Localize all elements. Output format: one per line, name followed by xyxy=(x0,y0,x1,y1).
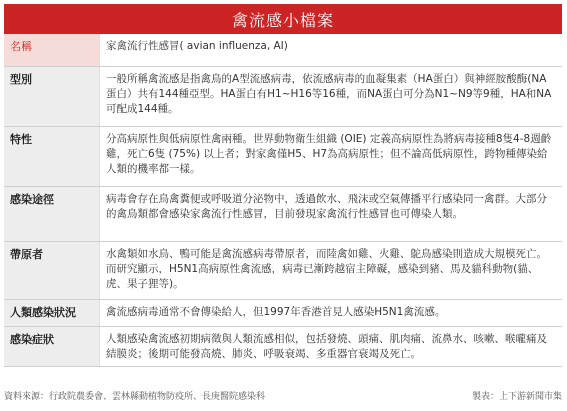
info-card xyxy=(4,4,562,367)
row-label: 帶原者 xyxy=(4,242,100,300)
table-row xyxy=(4,67,562,127)
row-label: 感染症狀 xyxy=(4,327,100,367)
table-row xyxy=(4,127,562,187)
row-content: 病毒會存在鳥禽糞便或呼吸道分泌物中，透過飲水、飛沫或空氣傳播平行感染同一禽群。大部分的禽鳥類都會感染家禽流行性感冒，目前發現家禽流行性感冒也可傳染人類。 xyxy=(100,187,563,242)
source-note: 資料來源：行政院農委會、雲林縣動植物防疫所、長庚醫院感染科 xyxy=(4,392,266,402)
row-label: 特性 xyxy=(4,127,100,187)
row-content: 一般所稱禽流感是指禽鳥的A型流感病毒，依流感病毒的血凝集素（HA蛋白）與神經胺酸酶(NA蛋白）共有144種亞型。HA蛋白有H1~H16等16種，而NA蛋白可分為N1~N9等9種，HA和NA可配成144種。 xyxy=(100,67,563,127)
row-content: 禽流感病毒通常不會傳染給人，但1997年香港首見人感染H5N1禽流感。 xyxy=(100,300,563,327)
table-row xyxy=(4,187,562,242)
row-label: 感染途徑 xyxy=(4,187,100,242)
row-label: 型別 xyxy=(4,67,100,127)
credit-note: 製表：上下游新聞市集 xyxy=(471,392,562,402)
table-row xyxy=(4,242,562,300)
footer xyxy=(4,389,562,402)
row-label: 名稱 xyxy=(4,34,100,67)
row-content: 分高病原性與低病原性禽兩種。世界動物衛生組織 (OIE) 定義高病原性為將病毒接種8隻4-8週齡雞，死亡6隻 (75%) 以上者；對家禽僅H5、H7為高病原性；但不論高低病原性，跨物種傳染給人類的機率都一樣。 xyxy=(100,127,563,187)
table-row xyxy=(4,300,562,327)
row-label: 人類感染狀況 xyxy=(4,300,100,327)
table-row xyxy=(4,327,562,367)
row-content: 水禽類如水鳥、鴨可能是禽流感病毒帶原者，而陸禽如雞、火雞、鴕鳥感染則造成大規模死亡。而研究顯示，H5N1高病原性禽流感，病毒已漸跨越宿主障礙，感染到豬、馬及貓科動物(貓、虎、果子狸等)。 xyxy=(100,242,563,300)
row-content: 家禽流行性感冒( avian influenza, AI) xyxy=(100,34,563,67)
card-title: 禽流感小檔案 xyxy=(4,4,562,34)
info-table xyxy=(4,34,562,367)
table-row xyxy=(4,34,562,67)
row-content: 人類感染禽流感初期病徵與人類流感相似，包括發燒、頭痛、肌肉痛、流鼻水、咳嗽、喉嚨痛及結膜炎；後期可能發高燒、肺炎、呼吸衰竭、多重器官衰竭及死亡。 xyxy=(100,327,563,367)
